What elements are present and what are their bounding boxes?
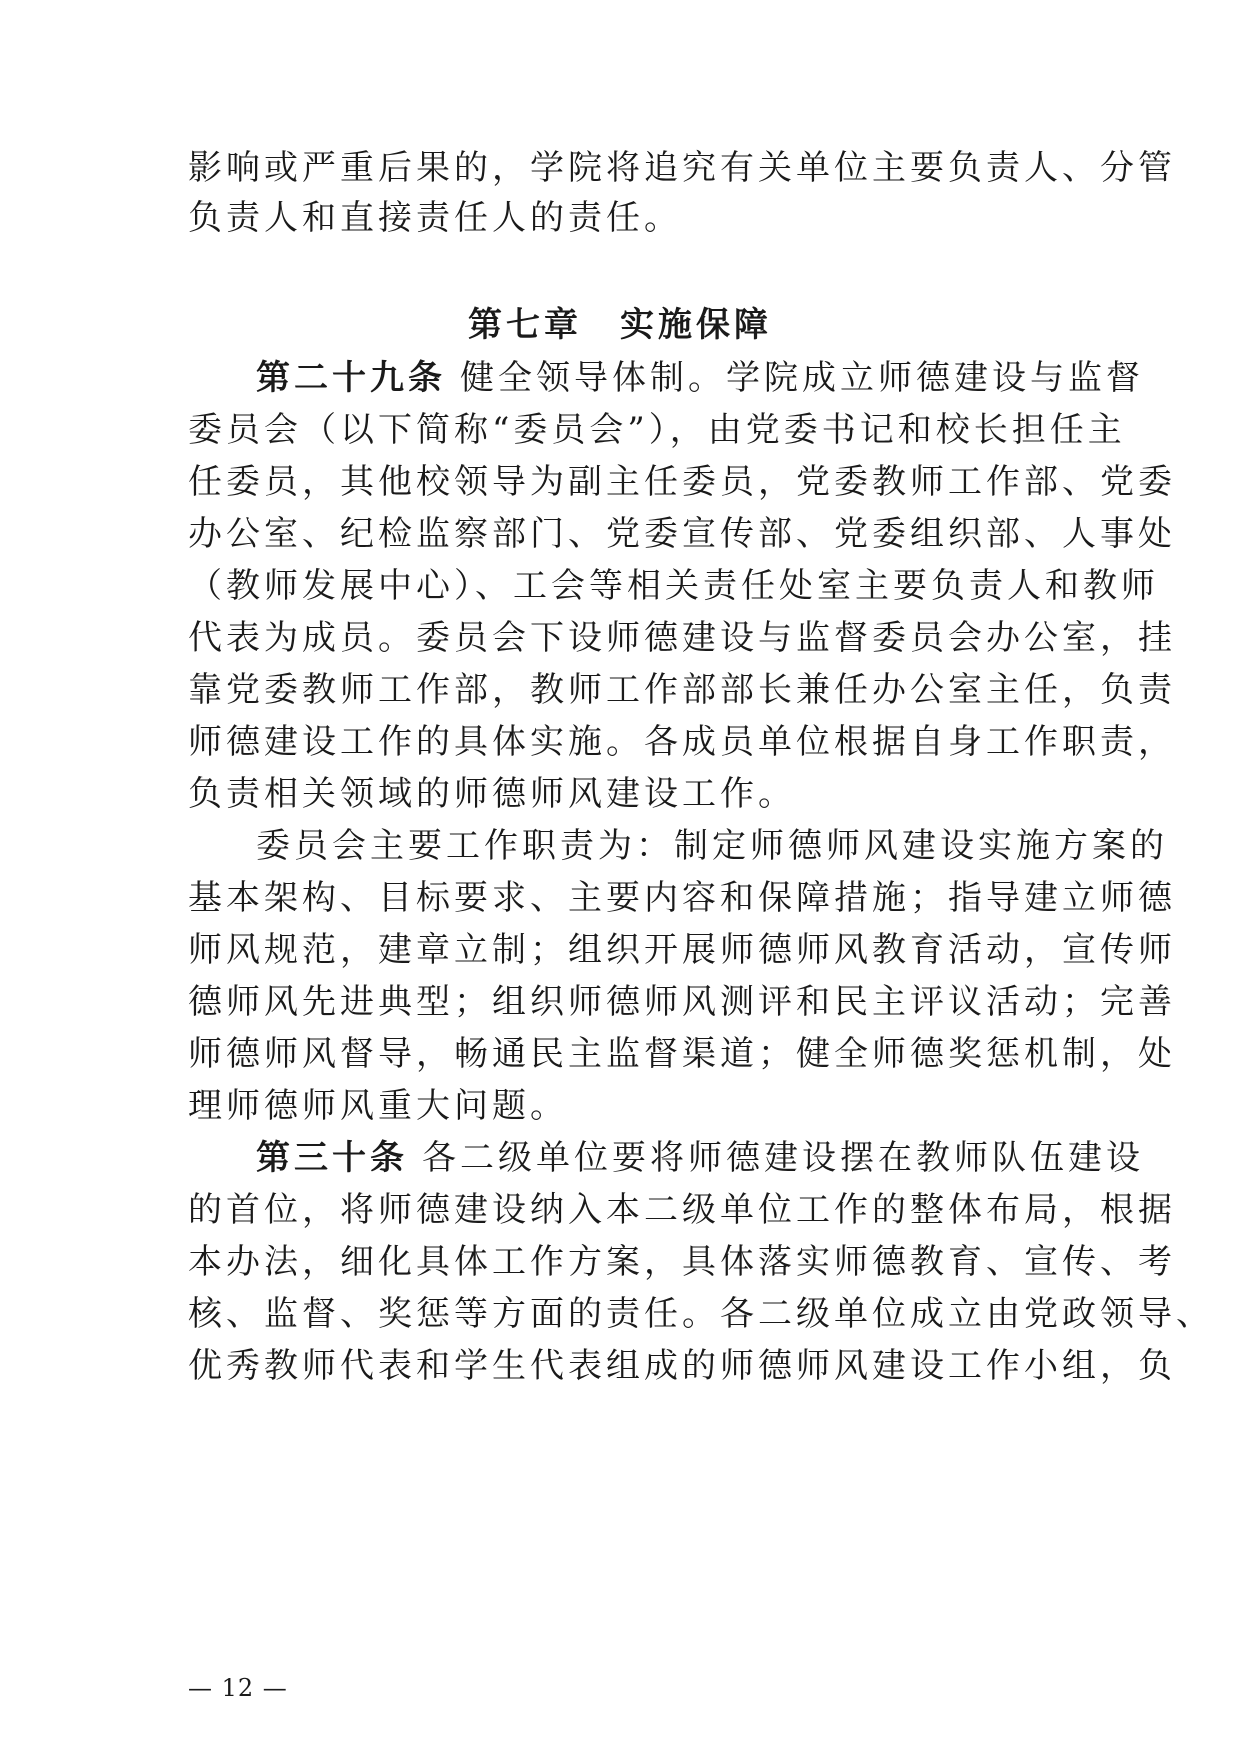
paragraph-line: 负责人和直接责任人的责任。 — [188, 198, 682, 238]
article-29-label: 第二十九条 — [256, 358, 446, 398]
paragraph-line: 代表为成员。委员会下设师德建设与监督委员会办公室，挂 — [188, 618, 1176, 658]
page-number: — 12 — — [188, 1674, 288, 1702]
article-29-first-text: 健全领导体制。学院成立师德建设与监督 — [460, 358, 1144, 398]
paragraph-line: 本办法，细化具体工作方案，具体落实师德教育、宣传、考 — [188, 1242, 1176, 1282]
paragraph-line: （教师发展中心）、工会等相关责任处室主要负责人和教师 — [188, 566, 1159, 606]
paragraph-line: 德师风先进典型；组织师德师风测评和民主评议活动；完善 — [188, 982, 1176, 1022]
paragraph-line: 优秀教师代表和学生代表组成的师德师风建设工作小组，负 — [188, 1346, 1176, 1386]
paragraph-line: 师德师风督导，畅通民主监督渠道；健全师德奖惩机制，处 — [188, 1034, 1176, 1074]
article-29-first-line — [256, 358, 1144, 398]
paragraph-line: 的首位，将师德建设纳入本二级单位工作的整体布局，根据 — [188, 1190, 1176, 1230]
article-30-label: 第三十条 — [256, 1138, 408, 1178]
paragraph-line: 办公室、纪检监察部门、党委宣传部、党委组织部、人事处 — [188, 514, 1176, 554]
paragraph-line: 师风规范，建章立制；组织开展师德师风教育活动，宣传师 — [188, 930, 1176, 970]
paragraph-line: 基本架构、目标要求、主要内容和保障措施；指导建立师德 — [188, 878, 1176, 918]
paragraph-line: 委员会（以下简称“委员会”），由党委书记和校长担任主 — [188, 410, 1126, 450]
paragraph-line: 负责相关领域的师德师风建设工作。 — [188, 774, 796, 814]
paragraph-line: 师德建设工作的具体实施。各成员单位根据自身工作职责， — [188, 722, 1176, 762]
article-30-first-text: 各二级单位要将师德建设摆在教师队伍建设 — [422, 1138, 1144, 1178]
paragraph-line: 核、监督、奖惩等方面的责任。各二级单位成立由党政领导、 — [188, 1294, 1214, 1334]
paragraph-line: 靠党委教师工作部，教师工作部部长兼任办公室主任，负责 — [188, 670, 1176, 710]
chapter-heading: 第七章 实施保障 — [468, 305, 772, 345]
paragraph-line: 任委员，其他校领导为副主任委员，党委教师工作部、党委 — [188, 462, 1176, 502]
paragraph-line: 理师德师风重大问题。 — [188, 1086, 568, 1126]
paragraph-line: 影响或严重后果的，学院将追究有关单位主要负责人、分管 — [188, 148, 1176, 188]
article-30-first-line — [256, 1138, 1144, 1178]
duties-first-line: 委员会主要工作职责为：制定师德师风建设实施方案的 — [256, 826, 1168, 866]
